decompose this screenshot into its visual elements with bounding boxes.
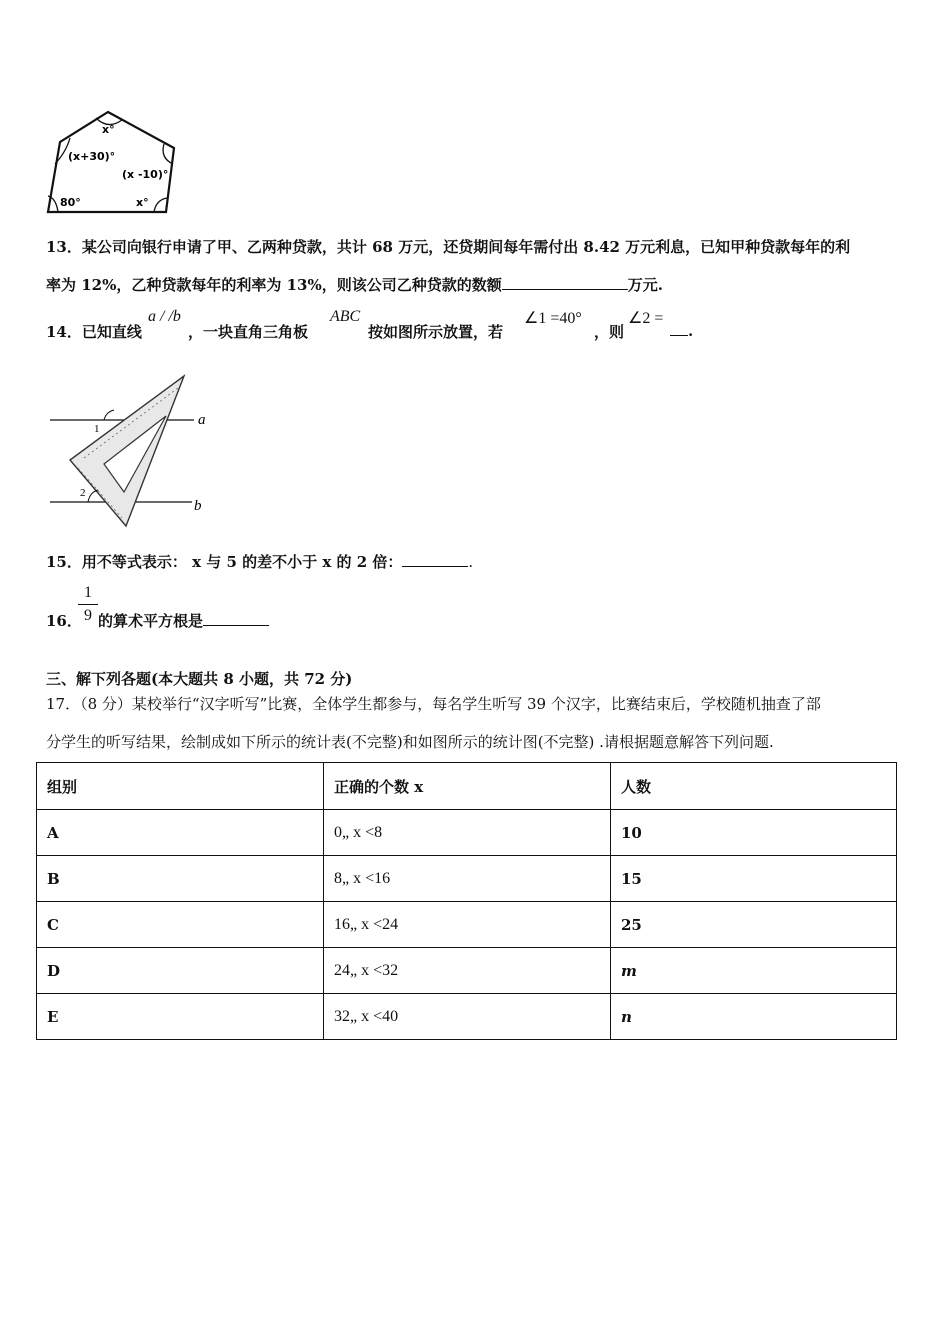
table-row [37,856,897,902]
q17-line1: 17．（8 分）某校举行“汉字听写”比赛，全体学生都参与，每名学生听写 39 个汉字，比赛结束后，学校随机抽查了部 [46,695,821,713]
section3-title: 三、解下列各题(本大题共 8 小题，共 72 分) [46,670,353,688]
table-cell-count: n [611,994,897,1040]
q14-expr-angle2: ∠2 = [628,310,664,327]
q13-line1: 13．某公司向银行申请了甲、乙两种贷款，共计 68 万元，还贷期间每年需付出 8.42 万元利息，已知甲种贷款每年的利 [46,238,851,256]
table-cell-range: 32„ x <40 [324,994,611,1040]
q16-fraction [78,584,98,625]
table-cell-range: 8„ x <16 [324,856,611,902]
table-cell-group: E [37,994,324,1040]
table-row [37,948,897,994]
q14-text2: ，一块直角三角板 [188,323,309,341]
pentagon-figure [40,108,200,220]
q13-answer-blank [502,275,628,290]
table-cell-group: C [37,902,324,948]
q13-line2-text: 率为 12%，乙种贷款每年的利率为 13%，则该公司乙种贷款的数额 [46,276,502,294]
table-cell-range: 24„ x <32 [324,948,611,994]
table-header-group: 组别 [37,763,324,810]
q17-line2: 分学生的听写结果，绘制成如下所示的统计表(不完整)和如图所示的统计图(不完整) .请根据题意解答下列问题. [46,733,774,751]
pentagon-angle-bottom-right: x° [136,196,149,209]
triangle-label-a: a [198,412,206,428]
table-row [37,902,897,948]
pentagon-angle-right: (x -10)° [122,168,169,181]
table-cell-group: B [37,856,324,902]
q15-line [46,551,473,572]
table-cell-range: 16„ x <24 [324,902,611,948]
table-cell-group: A [37,810,324,856]
pentagon-angle-bottom-left: 80° [60,196,81,209]
q16-num: 16． [46,612,82,630]
table-header-count: 人数 [611,763,897,810]
table-row [37,994,897,1040]
q14-expr-parallel: a / /b [148,308,181,325]
q14-text4: ，则 [594,323,625,341]
q15-end: . [468,553,474,571]
triangle-label-b: b [194,498,202,514]
q14-answer [670,321,693,340]
q15-answer-blank [402,552,468,567]
q16-fraction-denominator: 9 [84,607,92,624]
table-cell-group: D [37,948,324,994]
table-cell-range: 0„ x <8 [324,810,611,856]
q13-unit: 万元. [627,276,663,294]
triangle-label-1: 1 [94,423,100,435]
q16-line [98,610,269,631]
table-cell-count: m [611,948,897,994]
statistics-table [36,762,897,1040]
q14-expr-angle1: ∠1 =40° [524,310,582,327]
table-cell-count: 15 [611,856,897,902]
q15-text: 15．用不等式表示： x 与 5 的差不小于 x 的 2 倍： [46,553,403,571]
q13-line2 [46,274,663,295]
table-cell-count: 10 [611,810,897,856]
triangle-label-2: 2 [80,487,86,499]
table-row [37,810,897,856]
table-header-range: 正确的个数 x [324,763,611,810]
q16-text: 的算术平方根是 [98,612,204,630]
q16-answer-blank [203,611,269,626]
table-cell-count: 25 [611,902,897,948]
q16-fraction-bar [78,604,98,605]
table-header-row [37,763,897,810]
q14-answer-blank [670,321,688,336]
q14-num: 14．已知直线 [46,323,142,341]
q14-text3: 按如图所示放置，若 [368,323,504,341]
pentagon-angle-top: x° [102,123,115,136]
pentagon-angle-left: (x+30)° [68,150,116,163]
triangle-ruler-figure [44,372,224,532]
q14-end: . [688,322,694,340]
q14-expr-abc: ABC [330,308,361,325]
q16-fraction-numerator: 1 [84,584,92,601]
